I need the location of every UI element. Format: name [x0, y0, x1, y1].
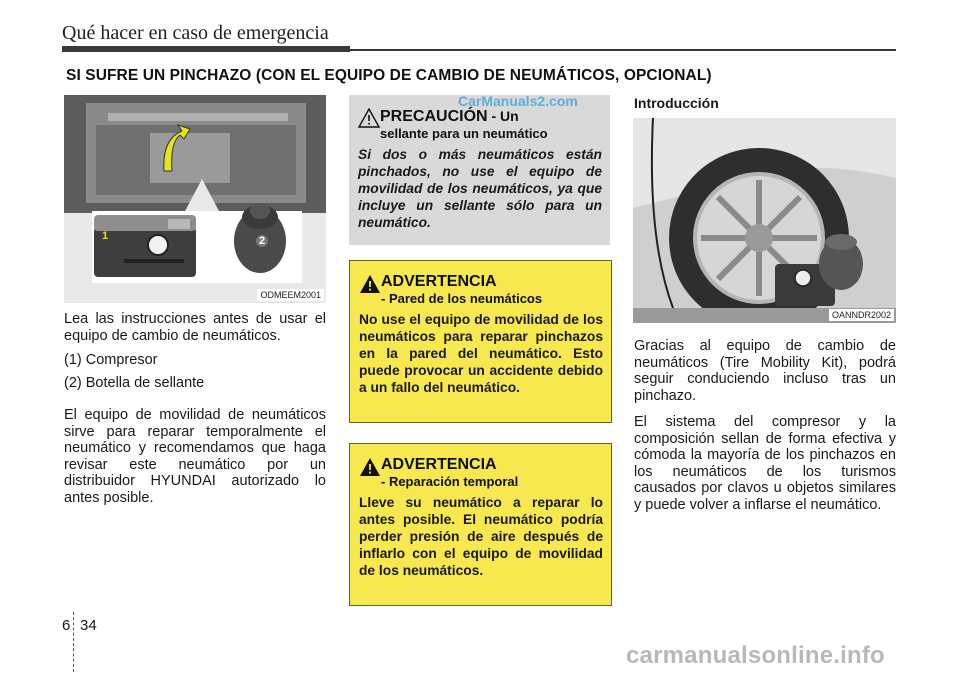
compressor-system-paragraph: El sistema del compresor y la composición sellan de forma efectiva y cómoda la mayoría de los pinchazos en los neumáticos de los turismos causados por clavos u objetos similares y puede volver a inflarse el neumático.	[634, 414, 896, 513]
warning2-title: ADVERTENCIA	[381, 456, 497, 473]
warning2-subtitle: - Reparación temporal	[381, 474, 519, 489]
tire-kit-photo	[64, 95, 326, 303]
item-compressor: (1) Compresor	[64, 352, 158, 368]
sealant-callout-label: 2	[256, 235, 268, 247]
caution-body: Si dos o más neumáticos están pinchados, no use el equipo de movilidad de los neumáticos, ya que incluye un sellante sólo para un neumático.	[358, 147, 602, 230]
left-text-column	[64, 311, 326, 516]
wheel-illustration	[633, 118, 896, 323]
page-header-title: Qué hacer en caso de emergencia	[62, 22, 329, 44]
introduction-heading: Introducción	[634, 95, 719, 111]
section-title: SI SUFRE UN PINCHAZO (CON EL EQUIPO DE CAMBIO DE NEUMÁTICOS, OPCIONAL)	[66, 67, 712, 84]
compressor-callout-label: 1	[102, 230, 109, 242]
photo-code-left: ODMEEM2001	[257, 289, 324, 301]
warning1-subtitle: - Pared de los neumáticos	[381, 291, 543, 306]
caution-triangle-icon	[358, 108, 380, 128]
trunk-kit-illustration	[64, 95, 326, 303]
watermark-carmanualsonline: carmanualsonline.info	[626, 642, 885, 669]
warning1-body: No use el equipo de movilidad de los neumáticos para reparar pinchazos en la pared del neumático. Esto puede provocar un accidente debido a un fallo del neumático.	[359, 312, 603, 395]
caution-title: PRECAUCIÓN	[380, 108, 488, 125]
caution-subtitle: sellante para un neumático	[380, 126, 548, 141]
warning-box-temporary-repair	[349, 443, 612, 606]
warning1-title: ADVERTENCIA	[381, 273, 497, 290]
right-text-column	[634, 338, 896, 523]
warning2-body: Lleve su neumático a reparar lo antes posible. El neumático podría perder presión de aire después de inflarlo con el equipo de movilidad de los neumáticos.	[359, 495, 603, 578]
item-sealant: (2) Botella de sellante	[64, 374, 205, 391]
caution-title-suffix: - Un	[487, 108, 519, 124]
caution-box	[349, 95, 610, 245]
warning-triangle-icon	[359, 457, 381, 477]
wheel-compressor-photo	[633, 118, 896, 323]
warning-triangle-icon	[359, 274, 381, 294]
photo-code-right: OANNDR2002	[829, 309, 894, 321]
page-number: 34	[80, 617, 97, 634]
intro-paragraph: Lea las instrucciones antes de usar el equipo de cambio de neumáticos.	[64, 311, 326, 344]
mobility-kit-paragraph: El equipo de movilidad de neumáticos sirve para reparar temporalmente el neumático y recomendamos que haga revisar este neumático por un distribuidor HYUNDAI autorizado lo antes posible.	[64, 407, 326, 506]
watermark-carmanuals2: CarManuals2.com	[458, 93, 578, 109]
header-rule-thick	[62, 46, 350, 52]
intro-kit-paragraph: Gracias al equipo de cambio de neumáticos (Tire Mobility Kit), podrá seguir conduciendo incluso tras un pinchazo.	[634, 338, 896, 404]
warning-box-tire-wall	[349, 260, 612, 423]
chapter-number: 6	[62, 617, 71, 634]
footer-divider	[73, 612, 74, 672]
header-rule-thin	[350, 49, 896, 51]
